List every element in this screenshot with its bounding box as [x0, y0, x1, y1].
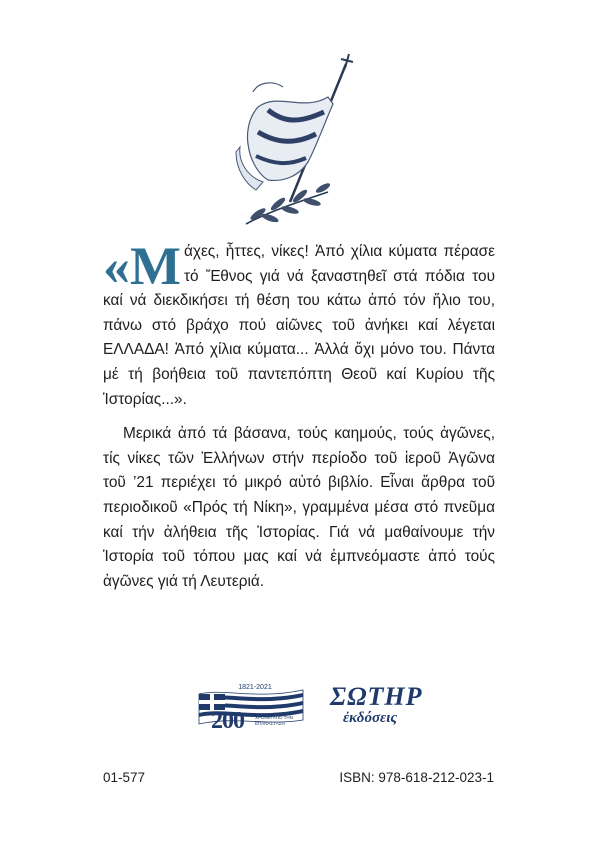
paragraph-2 — [103, 422, 495, 594]
flag-with-cross-and-olive-branch-icon — [228, 52, 368, 227]
paragraph-2-text: Μερικά ἀπό τά βάσανα, τούς καημούς, τούς ἀγῶνες, τίς νίκες τῶν Ἑλλήνων στήν περίοδο τοῦ ἱεροῦ Ἀγῶνα τοῦ ’21 περιέχει τό μικρό αὐτό βιβλίο. Εἶναι ἄρθρα τοῦ περιοδικοῦ «Πρός τή Νίκη», γραμμένα μέσα στό πνεῦμα καί τήν ἀλήθεια τῆς Ἱστορίας. Γιά νά μαθαίνουμε τήν Ἱστορία τοῦ τόπου μας καί νά ἐμπνεόμαστε ἀπό τούς ἀγῶνες γιά τή Λευτεριά. — [103, 425, 495, 590]
dropcap: «Μ — [103, 236, 181, 296]
logo-200-years — [195, 680, 305, 736]
paragraph-1-text: άχες, ἧττες, νίκες! Ἀπό χίλια κύματα πέρασε τό Ἔθνος γιά νά ξαναστηθεῖ στά πόδια του καί νά διεκδικήσει τή θέση του κάτω ἀπό τόν ἥλιο του, πάνω στό βράχο πού αἰῶνες τοῦ ἀνήκει καί λέγεται ΕΛΛΑΔΑ! Ἀπό χίλια κύματα... Ἀλλά ὄχι μόνο του. Πάντα μέ τή βοήθεια τοῦ παντεπόπτη Θεοῦ καί Κυρίου τῆς Ἱστορίας...». — [103, 243, 495, 408]
paragraph-1 — [103, 236, 495, 412]
logo-caption: ΧΡΌΝΙΑ ΑΠΌ ΤΗΝ ΕΠΑΝΆΣΤΑΣΗ — [255, 715, 293, 726]
isbn: ISBN: 978-618-212-023-1 — [339, 770, 494, 785]
logo-soter-sub: ἐκδόσεις — [342, 710, 398, 726]
back-cover-text — [103, 236, 495, 594]
logo-years: 1821-2021 — [238, 684, 272, 691]
catalog-code: 01-577 — [103, 770, 146, 785]
publisher-logos — [195, 680, 445, 740]
logo-soter-name: ΣΩΤΗΡ — [330, 682, 423, 711]
logo-soter — [330, 682, 423, 732]
logo-number: 200 — [211, 708, 244, 734]
